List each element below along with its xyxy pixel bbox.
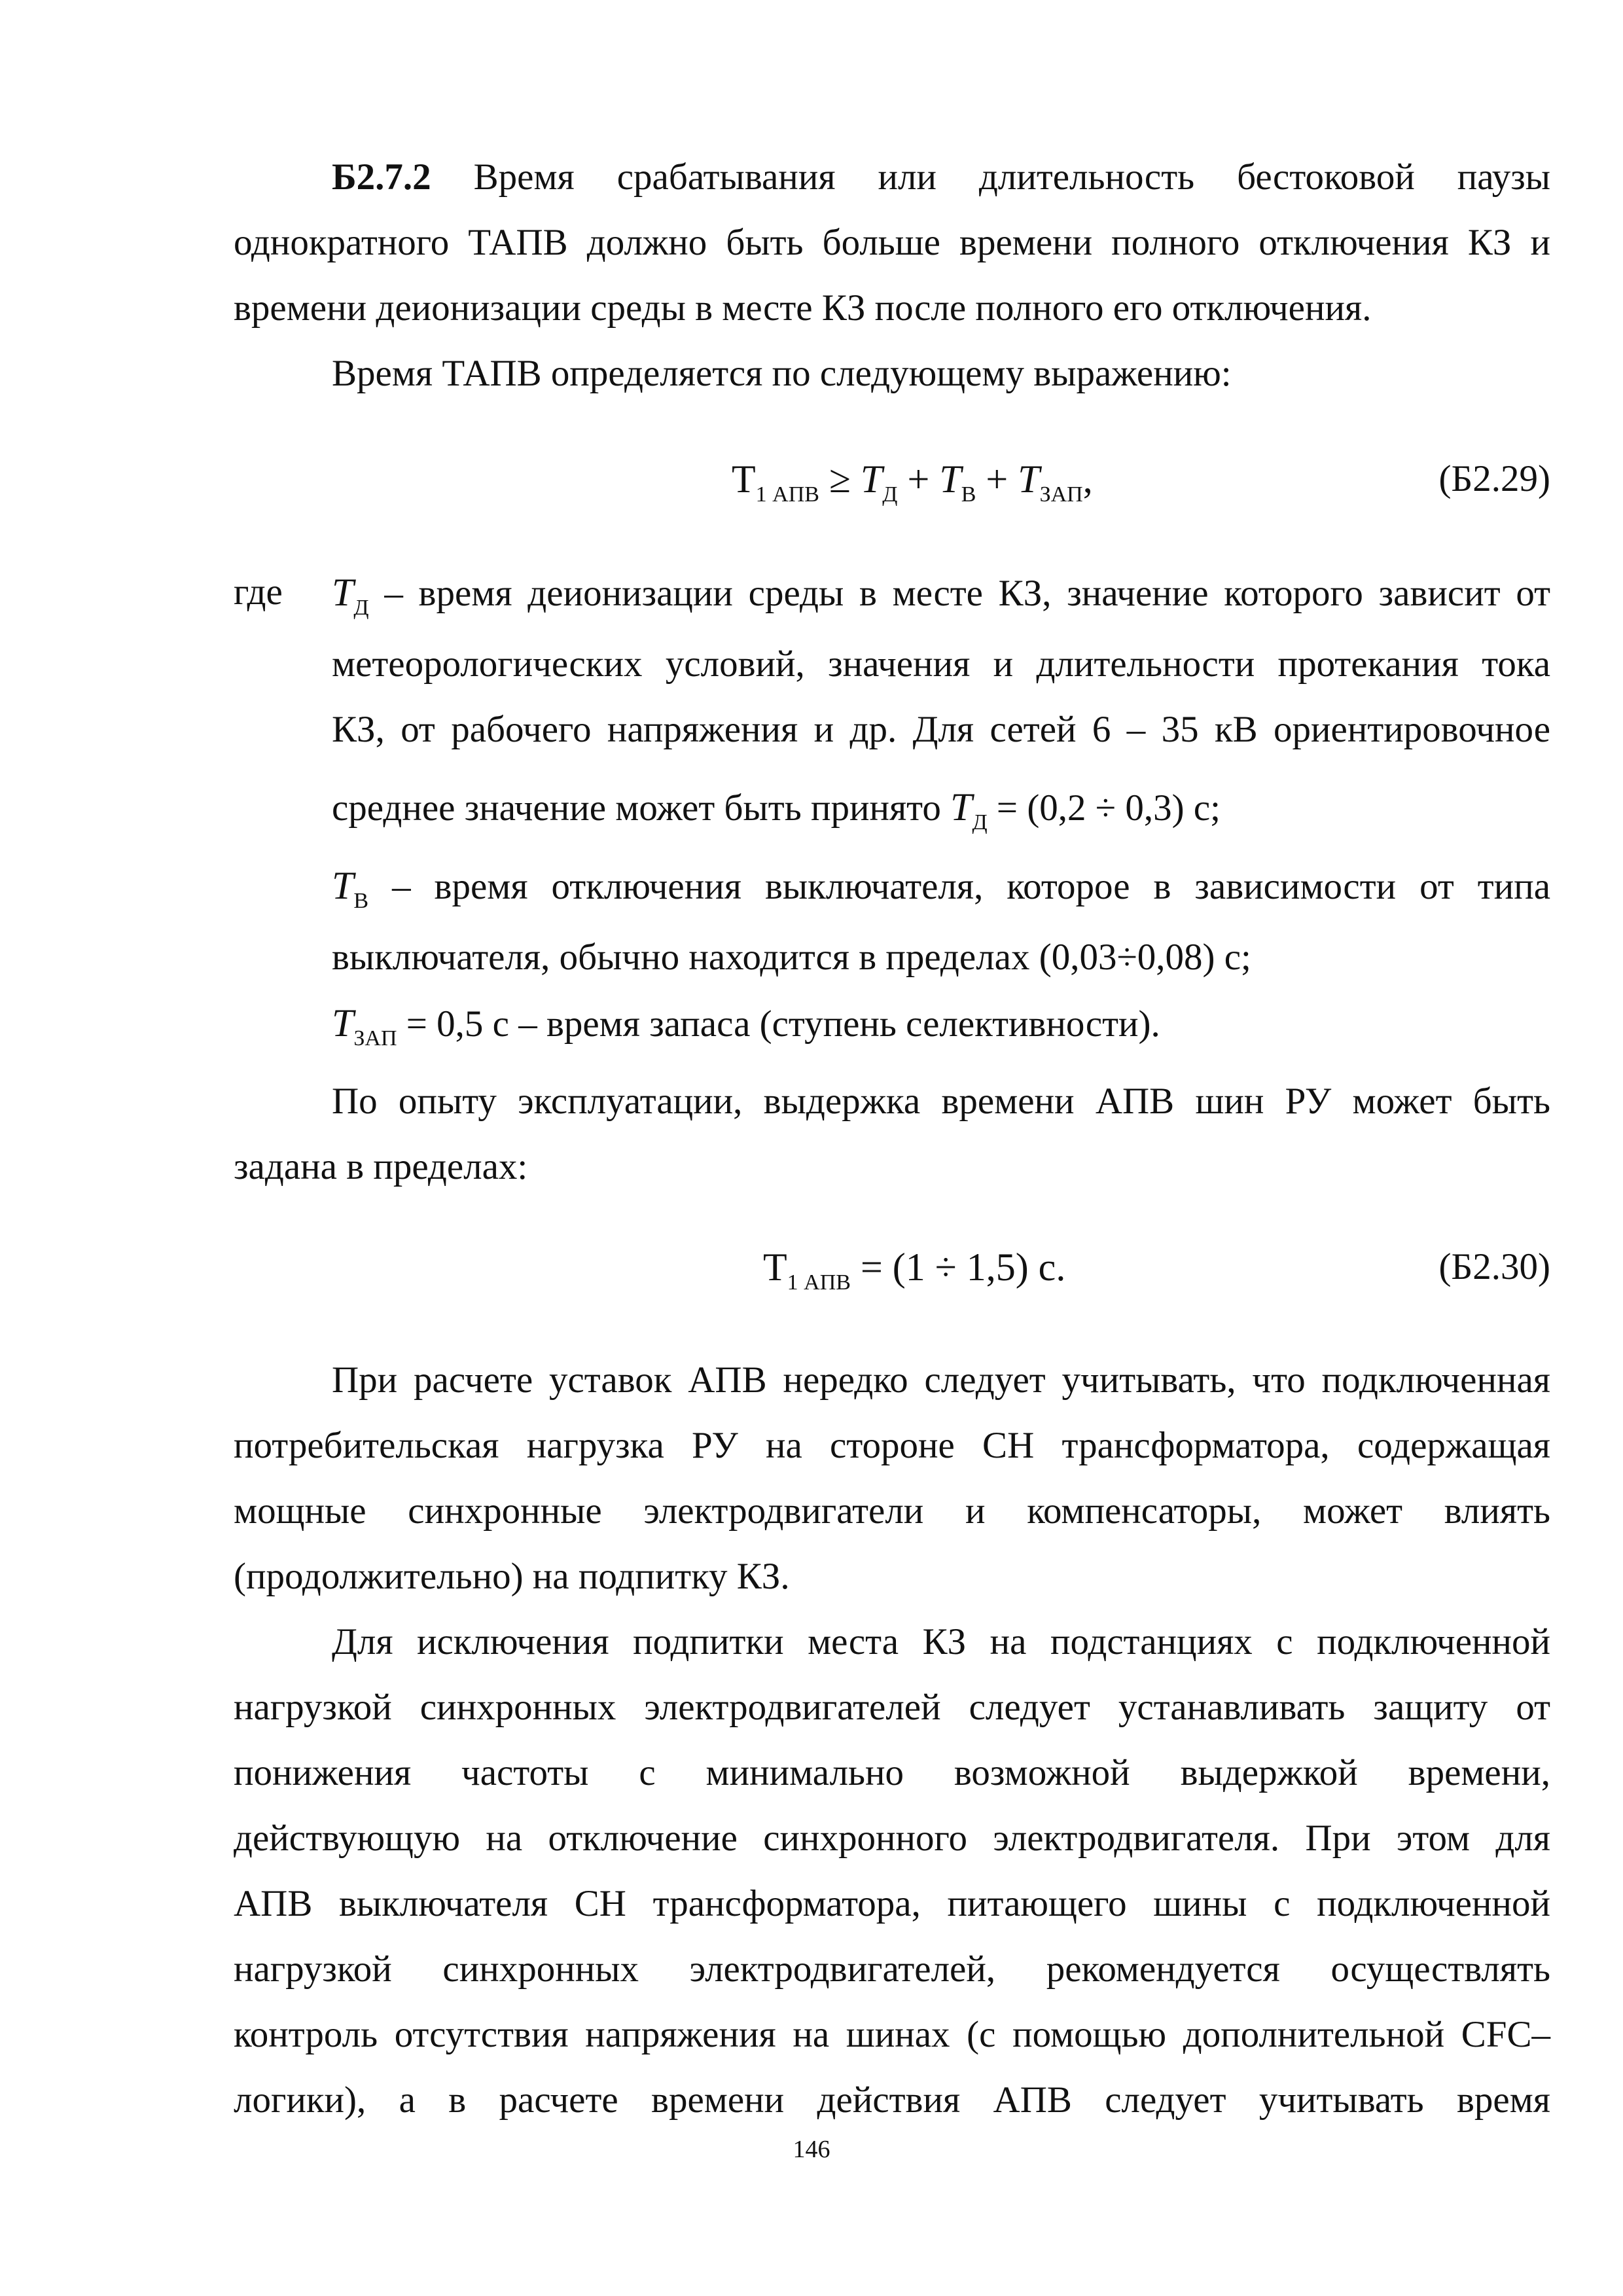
def-td-line-4: среднее значение может быть принято $T_Д = (0,2 \div 0,3)$ с; [332, 785, 1221, 834]
paragraph-5-line-5: АПВ выключателя СН трансформатора, питающего шины с подключенной [234, 1883, 1550, 1924]
page-number: 146 [793, 2136, 830, 2163]
paragraph-5-line-8: логики), а в расчете времени действия АПВ следует учитывать время [234, 2079, 1550, 2121]
formula-b2-29: $Т_{1 АПВ} \ge T_Д + T_В + T_{ЗАП}$, [732, 457, 1093, 507]
paragraph-4-line-2: потребительская нагрузка РУ на стороне СН трансформатора, содержащая [234, 1425, 1550, 1466]
paragraph-5-line-3: понижения частоты с минимально возможной выдержкой времени, [234, 1752, 1550, 1793]
paragraph-5-line-7: контроль отсутствия напряжения на шинах (с помощью дополнительной CFC– [234, 2014, 1550, 2055]
paragraph-1-line-2: однократного ТАПВ должно быть больше времени полного отключения КЗ и [234, 222, 1550, 263]
def-tv-line-2: выключателя, обычно находится в пределах (0,03÷0,08) с; [332, 937, 1251, 978]
paragraph-1-line-1: Б2.7.2 Время срабатывания или длительность бестоковой паузы [332, 156, 1551, 198]
paragraph-3-line-2: задана в пределах: [234, 1146, 528, 1187]
section-title: Б2.7.2 [332, 156, 431, 198]
paragraph-4-line-1: При расчете уставок АПВ нередко следует учитывать, что подключенная [332, 1359, 1550, 1401]
paragraph-5-line-2: нагрузкой синхронных электродвигателей следует устанавливать защиту от [234, 1687, 1550, 1728]
where-label: где [234, 571, 283, 613]
def-td-line-2: метеорологических условий, значения и длительности протекания тока [332, 643, 1550, 685]
def-td-line-3: КЗ, от рабочего напряжения и др. Для сетей 6 – 35 кВ ориентировочное [332, 709, 1550, 750]
paragraph-4-line-3: мощные синхронные электродвигатели и компенсаторы, может влиять [234, 1490, 1550, 1532]
equation-number-b2-30: (Б2.30) [1438, 1246, 1550, 1287]
paragraph-5-line-4: действующую на отключение синхронного электродвигателя. При этом для [234, 1818, 1550, 1859]
def-tzap: $T_{ЗАП} = 0,5$ с – время запаса (ступень селективности). [332, 1001, 1160, 1050]
paragraph-1-line-3: времени деионизации среды в месте КЗ после полного его отключения. [234, 287, 1372, 329]
def-tv-line-1: $T_В$ – время отключения выключателя, которое в зависимости от типа [332, 864, 1551, 913]
paragraph-4-line-4: (продолжительно) на подпитку КЗ. [234, 1556, 790, 1597]
def-td-line-1: $T_Д$ – время деионизации среды в месте КЗ, значение которого зависит от [332, 571, 1550, 620]
paragraph-5-line-6: нагрузкой синхронных электродвигателей, рекомендуется осуществлять [234, 1948, 1550, 1990]
paragraph-3-line-1: По опыту эксплуатации, выдержка времени АПВ шин РУ может быть [332, 1081, 1550, 1122]
paragraph-2: Время ТАПВ определяется по следующему выражению: [332, 353, 1232, 394]
paragraph-5-line-1: Для исключения подпитки места КЗ на подстанциях с подключенной [332, 1621, 1550, 1662]
equation-number-b2-29: (Б2.29) [1438, 458, 1550, 499]
formula-b2-30: $Т_{1 АПВ} = (1 \div 1,5)$ с. [763, 1246, 1066, 1295]
